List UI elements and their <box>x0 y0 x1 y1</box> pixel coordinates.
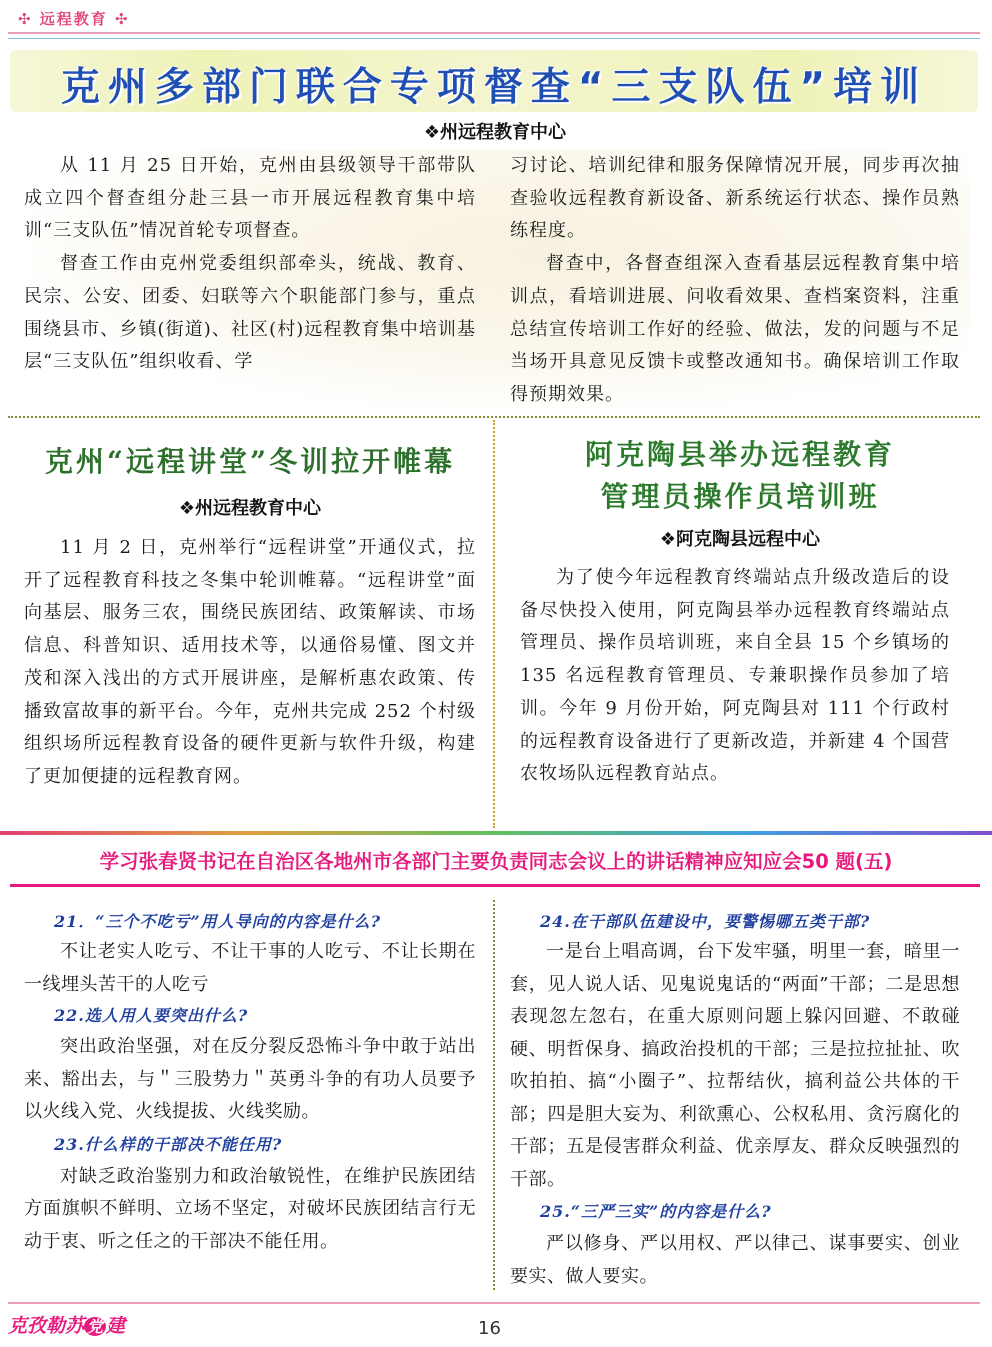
qa-column-divider <box>493 900 495 1290</box>
answer-21: 不让老实人吃亏、不让干事的人吃亏、不让长期在一线埋头苦干的人吃亏 <box>24 941 476 995</box>
article3-body: 为了使今年远程教育终端站点升级改造后的设备尽快投入使用，阿克陶县举办远程教育终端站点管理员、操作员培训班，来自全县 15 个乡镇场的 135 名远程教育管理员、专兼职操作员参加了培训。今年 9 月份开始，阿克陶县对 111 个行政村的远程教育设备进行了更新改造，并新建 4 个国营农牧场队远程教育站点。 <box>520 567 950 785</box>
article1-left-column <box>24 150 476 379</box>
qa-title-rule <box>10 884 980 887</box>
footer-rule <box>8 1302 980 1304</box>
color-band <box>0 831 992 835</box>
question-23: 23.什么样的干部决不能任用? <box>54 1134 283 1154</box>
answer-23: 对缺乏政治鉴别力和政治敏锐性，在维护民族团结方面旗帜不鲜明、立场不坚定，对破坏民族团结言行无动于衷、听之任之的干部决不能任用。 <box>24 1165 476 1252</box>
section-divider <box>8 416 980 418</box>
article3-byline: ❖阿克陶县远程中心 <box>659 529 821 550</box>
section-header-tag: ✣ 远程教育 ✣ <box>18 10 130 28</box>
qa-section-title: 学习张春贤书记在自治区各地州市各部门主要负责同志会议上的讲话精神应知应会50 题(五) <box>99 850 893 873</box>
article1-para: 从 11 月 25 日开始，克州由县级领导干部带队成立四个督查组分赴三县一市开展远程教育集中培训“三支队伍”情况首轮专项督查。 <box>24 155 476 242</box>
answer-24: 一是台上唱高调，台下发牢骚，明里一套，暗里一套，见人说人话、见鬼说鬼话的“两面”干部；二是思想表现忽左忽右，在重大原则问题上躲闪回避、不敢碰硬、明哲保身、搞政治投机的干部；三是拉拉扯扯、吹吹拍拍、搞“小圈子”、拉帮结伙，搞利益公共体的干部；四是胆大妄为、利欲熏心、公权私用、贪污腐化的干部；五是侵害群众利益、优亲厚友、群众反映强烈的干部。 <box>510 941 960 1190</box>
question-22: 22.选人用人要突出什么? <box>54 1006 249 1025</box>
article1-para: 习讨论、培训纪律和服务保障情况开展，同步再次抽查验收远程教育新设备、新系统运行状态、操作员熟练程度。 <box>510 155 960 242</box>
article1-title: 克州多部门联合专项督查“三支队伍”培训 <box>60 65 928 110</box>
question-24: 24.在干部队伍建设中，要警惕哪五类干部? <box>540 912 871 931</box>
header-rule <box>8 32 980 34</box>
question-25: 25.“三严三实”的内容是什么? <box>540 1202 772 1221</box>
article1-right-column <box>510 150 960 412</box>
article3-title-line1: 阿克陶县举办远程教育 <box>584 438 895 471</box>
article3-title <box>500 434 980 518</box>
article1-para: 督查工作由克州党委组织部牵头，统战、教育、民宗、公安、团委、妇联等六个职能部门参与，重点围绕县市、乡镇(街道)、社区(村)远程教育集中培训基层“三支队伍”组织收看、学 <box>24 253 476 373</box>
page-number: 16 <box>478 1318 501 1339</box>
article1-byline: ❖州远程教育中心 <box>423 122 567 143</box>
article2-body: 11 月 2 日，克州举行“远程讲堂”开通仪式，拉开了远程教育科技之冬集中轮训帷幕。“远程讲堂”面向基层、服务三农，围绕民族团结、政策解读、市场信息、科普知识、适用技术等，以通俗易懂、图文并茂和深入浅出的方式开展讲座，是解析惠农政策、传播致富故事的新平台。今年，克州共完成 252 个村级组织场所远程教育设备的硬件更新与软件升级，构建了更加便捷的远程教育网。 <box>24 537 476 787</box>
question-21: 21．“三个不吃亏”用人导向的内容是什么? <box>54 912 382 931</box>
footer-brand <box>8 1311 125 1338</box>
article1-para: 督查中，各督查组深入查看基层远程教育集中培训点，看培训进展、问收看效果、查档案资料，注重总结宣传培训工作好的经验、做法，发的问题与不足当场开具意见反馈卡或整改通知书。确保培训工作取得预期效果。 <box>510 253 960 405</box>
article2-byline: ❖州远程教育中心 <box>178 498 322 519</box>
qa-left-column <box>24 908 476 1258</box>
answer-25: 严以修身、严以用权、严以律己、谋事要实、创业要实、做人要实。 <box>510 1233 960 1287</box>
header-rule-2 <box>8 38 980 39</box>
article2-title: 克州“远程讲堂”冬训拉开帷幕 <box>44 445 456 478</box>
footer-brand-dang: 党 <box>84 1317 106 1336</box>
footer-brand-text: 克孜勒苏 <box>8 1315 85 1337</box>
article3-title-line2: 管理员操作员培训班 <box>600 480 880 513</box>
column-divider <box>493 420 495 828</box>
qa-right-column <box>510 908 960 1293</box>
footer-brand-jian: 建 <box>106 1315 126 1337</box>
answer-22: 突出政治坚强，对在反分裂反恐怖斗争中敢于站出来、豁出去，与＂三股势力＂英勇斗争的有功人员要予以火线入党、火线提拔、火线奖励。 <box>24 1036 476 1122</box>
